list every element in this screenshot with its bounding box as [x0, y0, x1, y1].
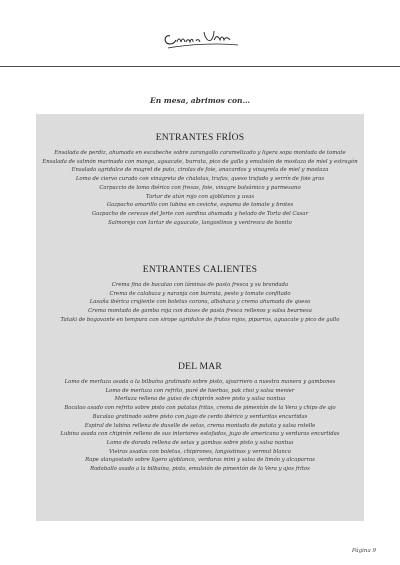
menu-item: Salmorejo con tartar de aguacate, langostinos y ventresca de bonito [108, 219, 292, 226]
section-del-mar [36, 361, 364, 474]
menu-panel [36, 114, 364, 521]
menu-item: Vieiras asadas con boletus, chipirones, langostinos y vermut blanco [109, 448, 291, 455]
section-title: ENTRANTES CALIENTES [142, 264, 258, 275]
section-title: DEL MAR [178, 361, 222, 372]
menu-item: Bacalao asado con refrito sobre pisto con patatas fritas, crema de pimentón de la Vera y chips de ajo [64, 405, 336, 412]
menu-item: Tartar de atún rojo con ajoblanco y uvas [145, 193, 255, 200]
menu-item: Gazpacho de cerezas del Jerte con sardina ahumada y helado de Torta del Casar [91, 211, 309, 218]
menu-item: Tataki de bogavante en tempura con sirope agridulce de frutos rojos, piparras, aguacate y pico de gallo [60, 316, 340, 323]
menu-item: Ensalada agridulce de magret de pato, cirolas de foie, anacardos y vinagreta de miel y mostaza [71, 167, 329, 174]
menu-item: Crema de calabaza y naranja con burrata, pesto y tomate confitado [109, 290, 291, 297]
menu-item: Ensalada de salmón marinado con mango, aguacate, burrata, pico de gallo y emulsión de mostaza de miel y estragón [42, 158, 358, 165]
menu-item: Lomo de merluza asada a la bilbaína gratinado sobre pisto, ajoarriero a nuestra manera y gambones [64, 379, 336, 385]
menu-item: Lomo de dorada rellena de setas y gambas sobre pisto y salsa nantua [106, 440, 294, 447]
menu-item: Lomo de merluza con refrito, puré de hierbas, pak choi y salsa menier [105, 387, 295, 394]
page-number: Página 9 [351, 548, 376, 554]
section-entrantes-frios [36, 132, 364, 227]
menu-item: Crema fina de bacalao con láminas de pasta fresca y su brandada [111, 282, 289, 288]
menu-item: Rodaballo asado a la bilbaína, pisto, emulsión de pimentón de la Vera y ajos fritos [90, 466, 310, 473]
casa-ulises-logo [160, 22, 242, 56]
menu-item: Crema montada de gamba roja con duxes de pasta fresca rellenos y salsa bearnesa [88, 308, 312, 315]
section-title: ENTRANTES FRÍOS [155, 132, 245, 143]
menu-item: Merluza rellena de guiso de chipirón sobre pisto y salsa nantua [114, 396, 286, 403]
menu-item: Lasaña ibérica crujiente con boletus corona, albahaca y crema ahumada de queso [89, 299, 311, 306]
menu-item: Espiral de lubina rellena de duxelle de setas, crema montada de patata y salsa rotelle [84, 422, 316, 429]
menu-item: Rape alangostado sobre ligero ajoblanco, verduras mini y salsa de limón y alcaparras [85, 457, 315, 464]
menu-item: Ensalada de perdiz, ahumada en escabeche sobre zarangollo caramelizado y ligera sopa montada de tomate [54, 150, 346, 156]
section-entrantes-calientes [36, 264, 364, 325]
menu-item: Lubina asada con chipirón relleno de sus interiores estofados, jugo de americana y verduras encurtidas [60, 431, 340, 438]
menu-item: Carpaccio de lomo ibérico con fresas, foie, vinagre balsámico y parmesano [99, 184, 301, 191]
menu-item: Gazpacho amarillo con lubina en ceviche, espuma de tomate y brotes [106, 202, 294, 209]
menu-item: Bacalao gratinado sobre pisto con jugo de cerdo ibérico y verduritas encurtidas [92, 413, 308, 420]
menu-item: Lomo de ciervo curado con vinagreta de chalotas, trufas, queso trufado y serrín de foie gras [75, 176, 325, 183]
header-divider [0, 66, 400, 67]
intro-heading: En mesa, abrimos con… [150, 96, 250, 105]
